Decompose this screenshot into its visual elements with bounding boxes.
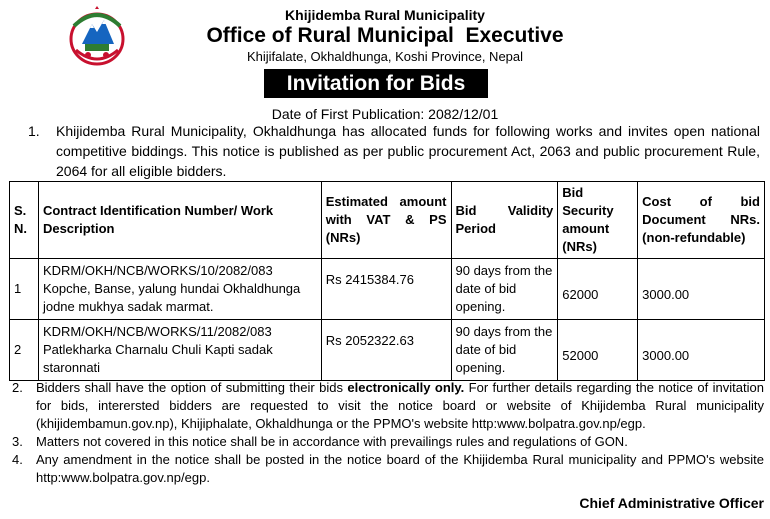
header-doc-cost: Cost of bid Document NRs. (non-refundable): [638, 182, 765, 259]
row-contract-cell: [38, 259, 321, 320]
table-row: [10, 320, 765, 381]
notes-list: [12, 379, 768, 487]
row-security: 62000: [558, 259, 638, 320]
row-validity: 90 days from the date of bid opening.: [451, 320, 558, 381]
publication-date: Date of First Publication: 2082/12/01: [271, 106, 499, 122]
office-title: Office of Rural Municipal Executive: [206, 24, 564, 47]
note-emphasis: electronically only.: [347, 380, 465, 395]
row-doc-cost: 3000.00: [638, 259, 765, 320]
header-sn: S. N.: [10, 182, 39, 259]
row-security: 52000: [558, 320, 638, 381]
note-number: 3.: [12, 434, 23, 449]
row-estimate: Rs 2052322.63: [321, 320, 451, 381]
note-item: [12, 379, 768, 433]
note-text: Any amendment in the notice shall be posted in the notice board of the Khijidemba Rural municipality and PPMO's website http:www.bolpatra.gov.np/egp.: [36, 452, 764, 485]
row-estimate: Rs 2415384.76: [321, 259, 451, 320]
note-number: 4.: [12, 452, 23, 467]
contract-id: KDRM/OKH/NCB/WORKS/11/2082/083: [42, 324, 272, 339]
note-text: Bidders shall have the option of submitting their bids: [36, 380, 348, 395]
row-sn: 1: [10, 259, 39, 320]
office-address: Khijifalate, Okhaldhunga, Koshi Province, Nepal: [246, 49, 524, 64]
header-contract: Contract Identification Number/ Work Description: [38, 182, 321, 259]
intro-text: Khijidemba Rural Municipality, Okhaldhunga has allocated funds for following works and invites open national competitive biddings. This notice is published as per public procurement Act, 2063 and public procurement Rule, 2064 for all eligible bidders.: [56, 123, 760, 179]
note-number: 2.: [12, 380, 23, 395]
intro-number: 1.: [28, 123, 40, 139]
municipality-name: Khijidemba Rural Municipality: [285, 7, 485, 23]
table-row: [10, 259, 765, 320]
row-validity: 90 days from the date of bid opening.: [451, 259, 558, 320]
signatory-title: Chief Administrative Officer: [579, 495, 764, 511]
note-item: [12, 451, 764, 487]
note-item: [12, 433, 764, 451]
table-header-row: [10, 182, 765, 259]
note-text: For further details regarding the notice of invitation for bids, interersted bidders are requested to visit the notice board or website of Khijidemba Rural municipality (khijidembamun.gov.np), Khijiphalate, Okhaldhunga or the PPMO's website http:www.bolpatra.gov.np/egp.: [36, 380, 768, 431]
work-description: Patlekharka Charnalu Chuli Kapti sadak staronnati: [42, 342, 273, 375]
contract-id: KDRM/OKH/NCB/WORKS/10/2082/083: [42, 263, 273, 278]
row-contract-cell: [38, 320, 321, 381]
intro-paragraph: [14, 121, 760, 181]
header-security: Bid Security amount (NRs): [558, 182, 638, 259]
work-description: Kopche, Banse, yalung hundai Okhaldhunga jodne mukhya sadak marmat.: [42, 281, 301, 314]
notice-title-banner: Invitation for Bids: [264, 69, 488, 98]
row-sn: 2: [10, 320, 39, 381]
header-estimate: Estimated amount with VAT & PS (NRs): [321, 182, 451, 259]
bids-table: [9, 181, 765, 381]
header-validity: Bid Validity Period: [451, 182, 558, 259]
row-doc-cost: 3000.00: [638, 320, 765, 381]
note-text: Matters not covered in this notice shall be in accordance with prevailings rules and regulations of GON.: [36, 434, 628, 449]
